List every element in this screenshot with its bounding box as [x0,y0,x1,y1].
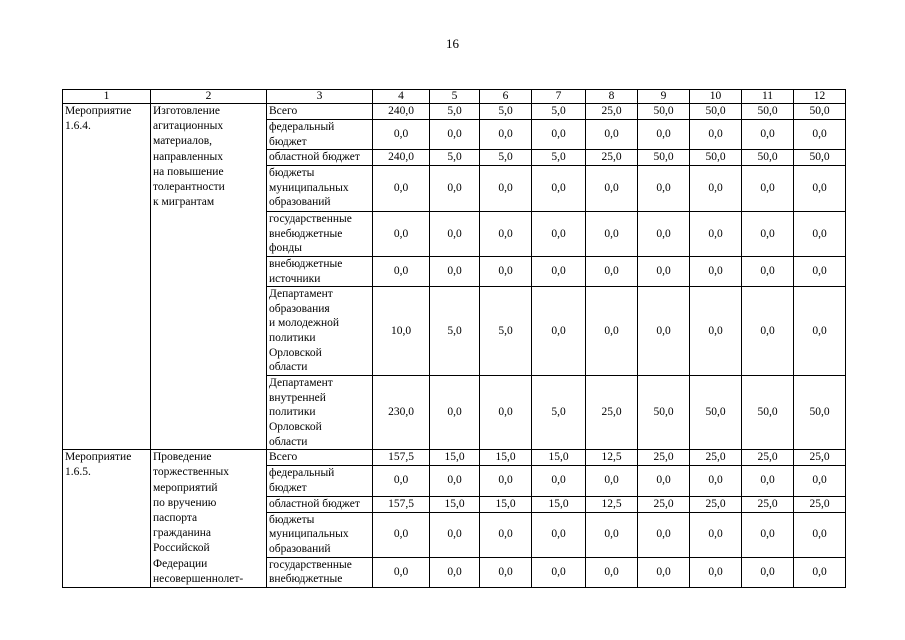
amount-cell: 15,0 [532,450,586,466]
amount-cell: 25,0 [586,376,638,450]
funding-source: бюджеты муниципальных образований [267,512,373,557]
event-code: Мероприятие 1.6.5. [63,450,151,588]
amount-cell: 0,0 [532,256,586,286]
event-description: Проведение торжественных мероприятий по вручению паспорта гражданина Российской Федерации несовершеннолет- [151,450,267,588]
amount-cell: 50,0 [794,104,846,120]
amount-cell: 50,0 [742,104,794,120]
amount-cell: 0,0 [742,212,794,257]
amount-cell: 10,0 [373,287,430,376]
amount-cell: 15,0 [532,496,586,512]
amount-cell: 50,0 [742,150,794,166]
amount-cell: 0,0 [690,466,742,496]
amount-cell: 0,0 [430,256,480,286]
table-row [63,104,846,120]
amount-cell: 50,0 [794,376,846,450]
amount-cell: 0,0 [690,512,742,557]
amount-cell: 0,0 [373,256,430,286]
amount-cell: 0,0 [742,466,794,496]
amount-cell: 0,0 [742,512,794,557]
funding-source: федеральный бюджет [267,466,373,496]
amount-cell: 0,0 [586,287,638,376]
amount-cell: 5,0 [430,104,480,120]
amount-cell: 0,0 [742,166,794,212]
header-cell: 7 [532,90,586,104]
funding-source: Департамент образования и молодежной политики Орловской области [267,287,373,376]
funding-source: Департамент внутренней политики Орловской области [267,376,373,450]
funding-source: федеральный бюджет [267,120,373,150]
amount-cell: 0,0 [586,120,638,150]
amount-cell: 25,0 [794,450,846,466]
amount-cell: 0,0 [638,512,690,557]
amount-cell: 0,0 [690,557,742,587]
header-cell: 12 [794,90,846,104]
amount-cell: 15,0 [480,496,532,512]
amount-cell: 25,0 [586,150,638,166]
amount-cell: 5,0 [430,287,480,376]
amount-cell: 12,5 [586,496,638,512]
amount-cell: 0,0 [794,256,846,286]
amount-cell: 0,0 [430,120,480,150]
amount-cell: 0,0 [742,557,794,587]
event-description: Изготовление агитационных материалов, направленных на повышение толерантности к мигрантам [151,104,267,450]
amount-cell: 25,0 [794,496,846,512]
amount-cell: 0,0 [690,120,742,150]
amount-cell: 0,0 [794,212,846,257]
amount-cell: 0,0 [532,120,586,150]
table-row [63,450,846,466]
amount-cell: 0,0 [430,466,480,496]
amount-cell: 50,0 [690,150,742,166]
amount-cell: 0,0 [586,557,638,587]
event-code: Мероприятие 1.6.4. [63,104,151,450]
amount-cell: 0,0 [638,557,690,587]
amount-cell: 0,0 [480,466,532,496]
amount-cell: 5,0 [430,150,480,166]
amount-cell: 0,0 [794,466,846,496]
amount-cell: 50,0 [794,150,846,166]
amount-cell: 0,0 [638,256,690,286]
amount-cell: 0,0 [794,120,846,150]
amount-cell: 230,0 [373,376,430,450]
header-cell: 1 [63,90,151,104]
funding-source: областной бюджет [267,496,373,512]
amount-cell: 0,0 [373,166,430,212]
amount-cell: 15,0 [480,450,532,466]
amount-cell: 50,0 [690,376,742,450]
amount-cell: 15,0 [430,450,480,466]
header-row [63,90,846,104]
amount-cell: 25,0 [690,450,742,466]
amount-cell: 240,0 [373,150,430,166]
amount-cell: 50,0 [638,104,690,120]
amount-cell: 0,0 [586,166,638,212]
amount-cell: 25,0 [638,450,690,466]
amount-cell: 25,0 [638,496,690,512]
amount-cell: 0,0 [480,376,532,450]
amount-cell: 0,0 [638,287,690,376]
amount-cell: 0,0 [742,287,794,376]
header-cell: 3 [267,90,373,104]
amount-cell: 0,0 [794,166,846,212]
amount-cell: 0,0 [532,212,586,257]
header-cell: 6 [480,90,532,104]
amount-cell: 50,0 [690,104,742,120]
amount-cell: 50,0 [638,150,690,166]
amount-cell: 0,0 [638,120,690,150]
amount-cell: 240,0 [373,104,430,120]
amount-cell: 0,0 [690,166,742,212]
funding-source: государственные внебюджетные фонды [267,212,373,257]
amount-cell: 0,0 [638,166,690,212]
amount-cell: 0,0 [690,256,742,286]
amount-cell: 0,0 [586,212,638,257]
amount-cell: 0,0 [480,120,532,150]
amount-cell: 5,0 [480,150,532,166]
budget-table [62,89,846,588]
header-cell: 9 [638,90,690,104]
funding-source: областной бюджет [267,150,373,166]
amount-cell: 0,0 [532,557,586,587]
amount-cell: 0,0 [586,512,638,557]
amount-cell: 0,0 [430,166,480,212]
amount-cell: 50,0 [742,376,794,450]
amount-cell: 0,0 [532,466,586,496]
funding-source: Всего [267,104,373,120]
amount-cell: 0,0 [373,557,430,587]
amount-cell: 0,0 [532,287,586,376]
amount-cell: 0,0 [794,512,846,557]
amount-cell: 0,0 [480,512,532,557]
amount-cell: 0,0 [638,212,690,257]
amount-cell: 0,0 [742,256,794,286]
amount-cell: 0,0 [794,557,846,587]
amount-cell: 50,0 [638,376,690,450]
amount-cell: 0,0 [430,212,480,257]
amount-cell: 0,0 [430,512,480,557]
amount-cell: 25,0 [742,496,794,512]
header-cell: 2 [151,90,267,104]
amount-cell: 0,0 [430,557,480,587]
amount-cell: 0,0 [480,166,532,212]
amount-cell: 0,0 [742,120,794,150]
amount-cell: 0,0 [794,287,846,376]
funding-source: государственные внебюджетные [267,557,373,587]
amount-cell: 25,0 [690,496,742,512]
amount-cell: 0,0 [586,256,638,286]
header-cell: 10 [690,90,742,104]
header-cell: 8 [586,90,638,104]
amount-cell: 0,0 [532,166,586,212]
amount-cell: 25,0 [742,450,794,466]
amount-cell: 157,5 [373,496,430,512]
amount-cell: 12,5 [586,450,638,466]
amount-cell: 25,0 [586,104,638,120]
amount-cell: 5,0 [480,104,532,120]
amount-cell: 0,0 [373,212,430,257]
amount-cell: 5,0 [532,376,586,450]
amount-cell: 0,0 [430,376,480,450]
amount-cell: 0,0 [373,466,430,496]
amount-cell: 0,0 [373,512,430,557]
amount-cell: 5,0 [480,287,532,376]
amount-cell: 157,5 [373,450,430,466]
amount-cell: 0,0 [480,256,532,286]
amount-cell: 0,0 [532,512,586,557]
amount-cell: 0,0 [586,466,638,496]
amount-cell: 0,0 [690,287,742,376]
header-cell: 4 [373,90,430,104]
header-cell: 11 [742,90,794,104]
page-number: 16 [446,36,459,51]
amount-cell: 5,0 [532,150,586,166]
amount-cell: 0,0 [690,212,742,257]
funding-source: Всего [267,450,373,466]
amount-cell: 5,0 [532,104,586,120]
amount-cell: 0,0 [480,212,532,257]
amount-cell: 0,0 [638,466,690,496]
funding-source: внебюджетные источники [267,256,373,286]
funding-source: бюджеты муниципальных образований [267,166,373,212]
amount-cell: 15,0 [430,496,480,512]
header-cell: 5 [430,90,480,104]
amount-cell: 0,0 [373,120,430,150]
amount-cell: 0,0 [480,557,532,587]
